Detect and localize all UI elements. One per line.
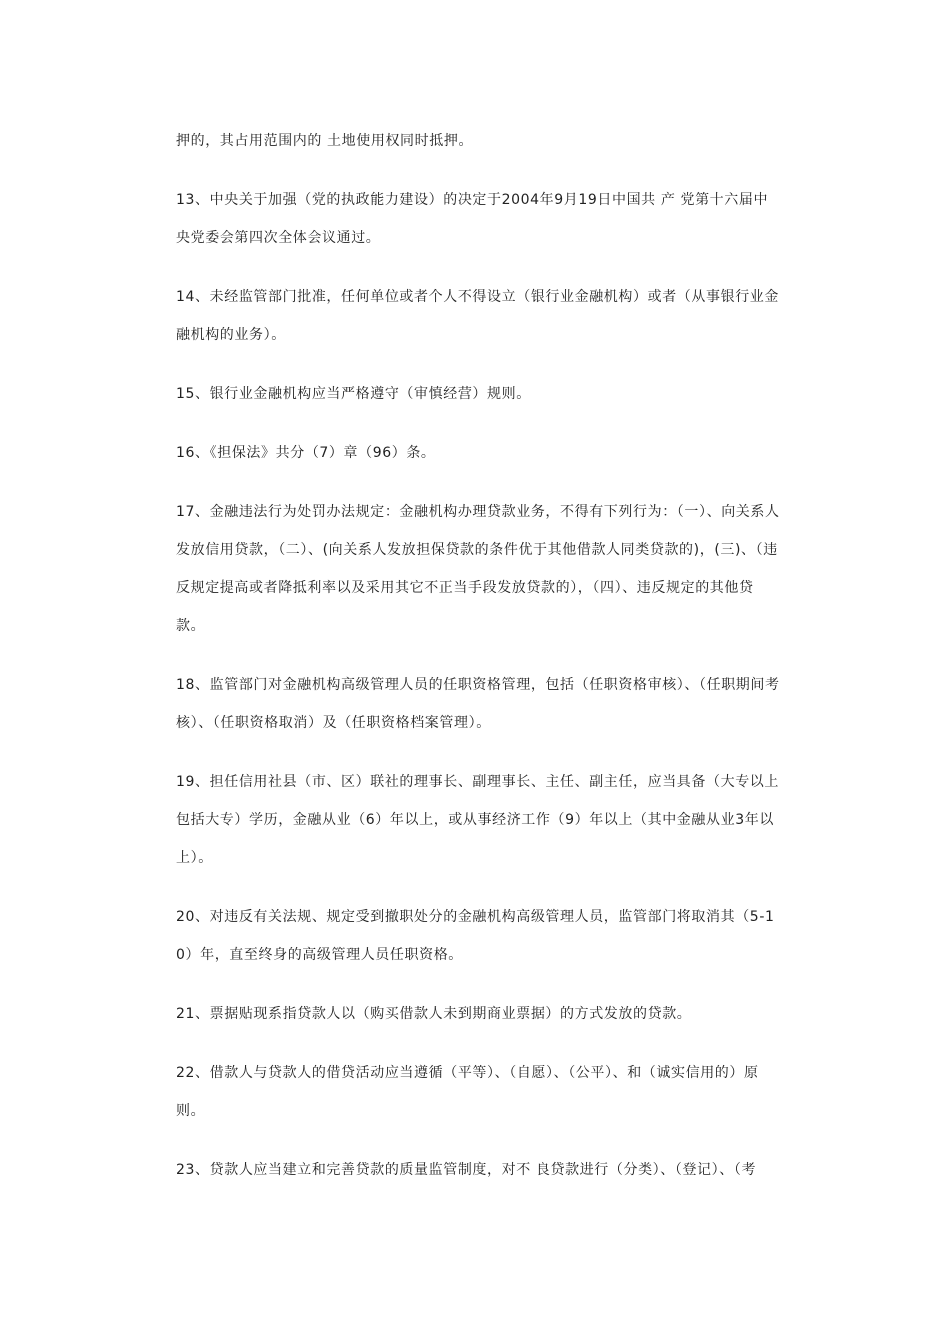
paragraph-23: 23、贷款人应当建立和完善贷款的质量监管制度，对不 良贷款进行（分类）、（登记）、（考 [176,1162,757,1178]
paragraph-15: 15、银行业金融机构应当严格遵守（审慎经营）规则。 [176,386,531,402]
paragraph-21: 21、票据贴现系指贷款人以（购买借款人未到期商业票据）的方式发放的贷款。 [176,1006,692,1022]
paragraph-16: 16、《担保法》共分（7）章（96）条。 [176,445,436,461]
paragraph-22: 22、借款人与贷款人的借贷活动应当遵循（平等）、（自愿）、（公平）、和（诚实信用的）原则。 [176,1065,759,1119]
paragraph-13: 13、中央关于加强（党的执政能力建设）的决定于2004年9月19日中国共 产 党第十六届中央党委会第四次全体会议通过。 [176,192,769,246]
paragraph-18: 18、监管部门对金融机构高级管理人员的任职资格管理，包括（任职资格审核）、（任职期间考核）、（任职资格取消）及（任职资格档案管理）。 [176,677,780,731]
document-body [176,122,780,1210]
paragraph-19: 19、担任信用社县（市、区）联社的理事长、副理事长、主任、副主任，应当具备（大专以上包括大专）学历，金融从业（6）年以上，或从事经济工作（9）年以上（其中金融从业3年以上）。 [176,774,780,866]
paragraph-20: 20、对违反有关法规、规定受到撤职处分的金融机构高级管理人员，监管部门将取消其（5-10）年，直至终身的高级管理人员任职资格。 [176,909,775,963]
paragraph-17: 17、金融违法行为处罚办法规定：金融机构办理贷款业务，不得有下列行为：（一）、向关系人发放信用贷款，（二）、(向关系人发放担保贷款的条件优于其他借款人同类贷款的)，(三)、（违反规定提高或者降抵利率以及采用其它不正当手段发放贷款的），（四）、违反规定的其他贷款。 [176,504,780,634]
paragraph-continuation: 押的，其占用范围内的 土地使用权同时抵押。 [176,133,474,149]
paragraph-14: 14、未经监管部门批准，任何单位或者个人不得设立（银行业金融机构）或者（从事银行业金融机构的业务）。 [176,289,780,343]
